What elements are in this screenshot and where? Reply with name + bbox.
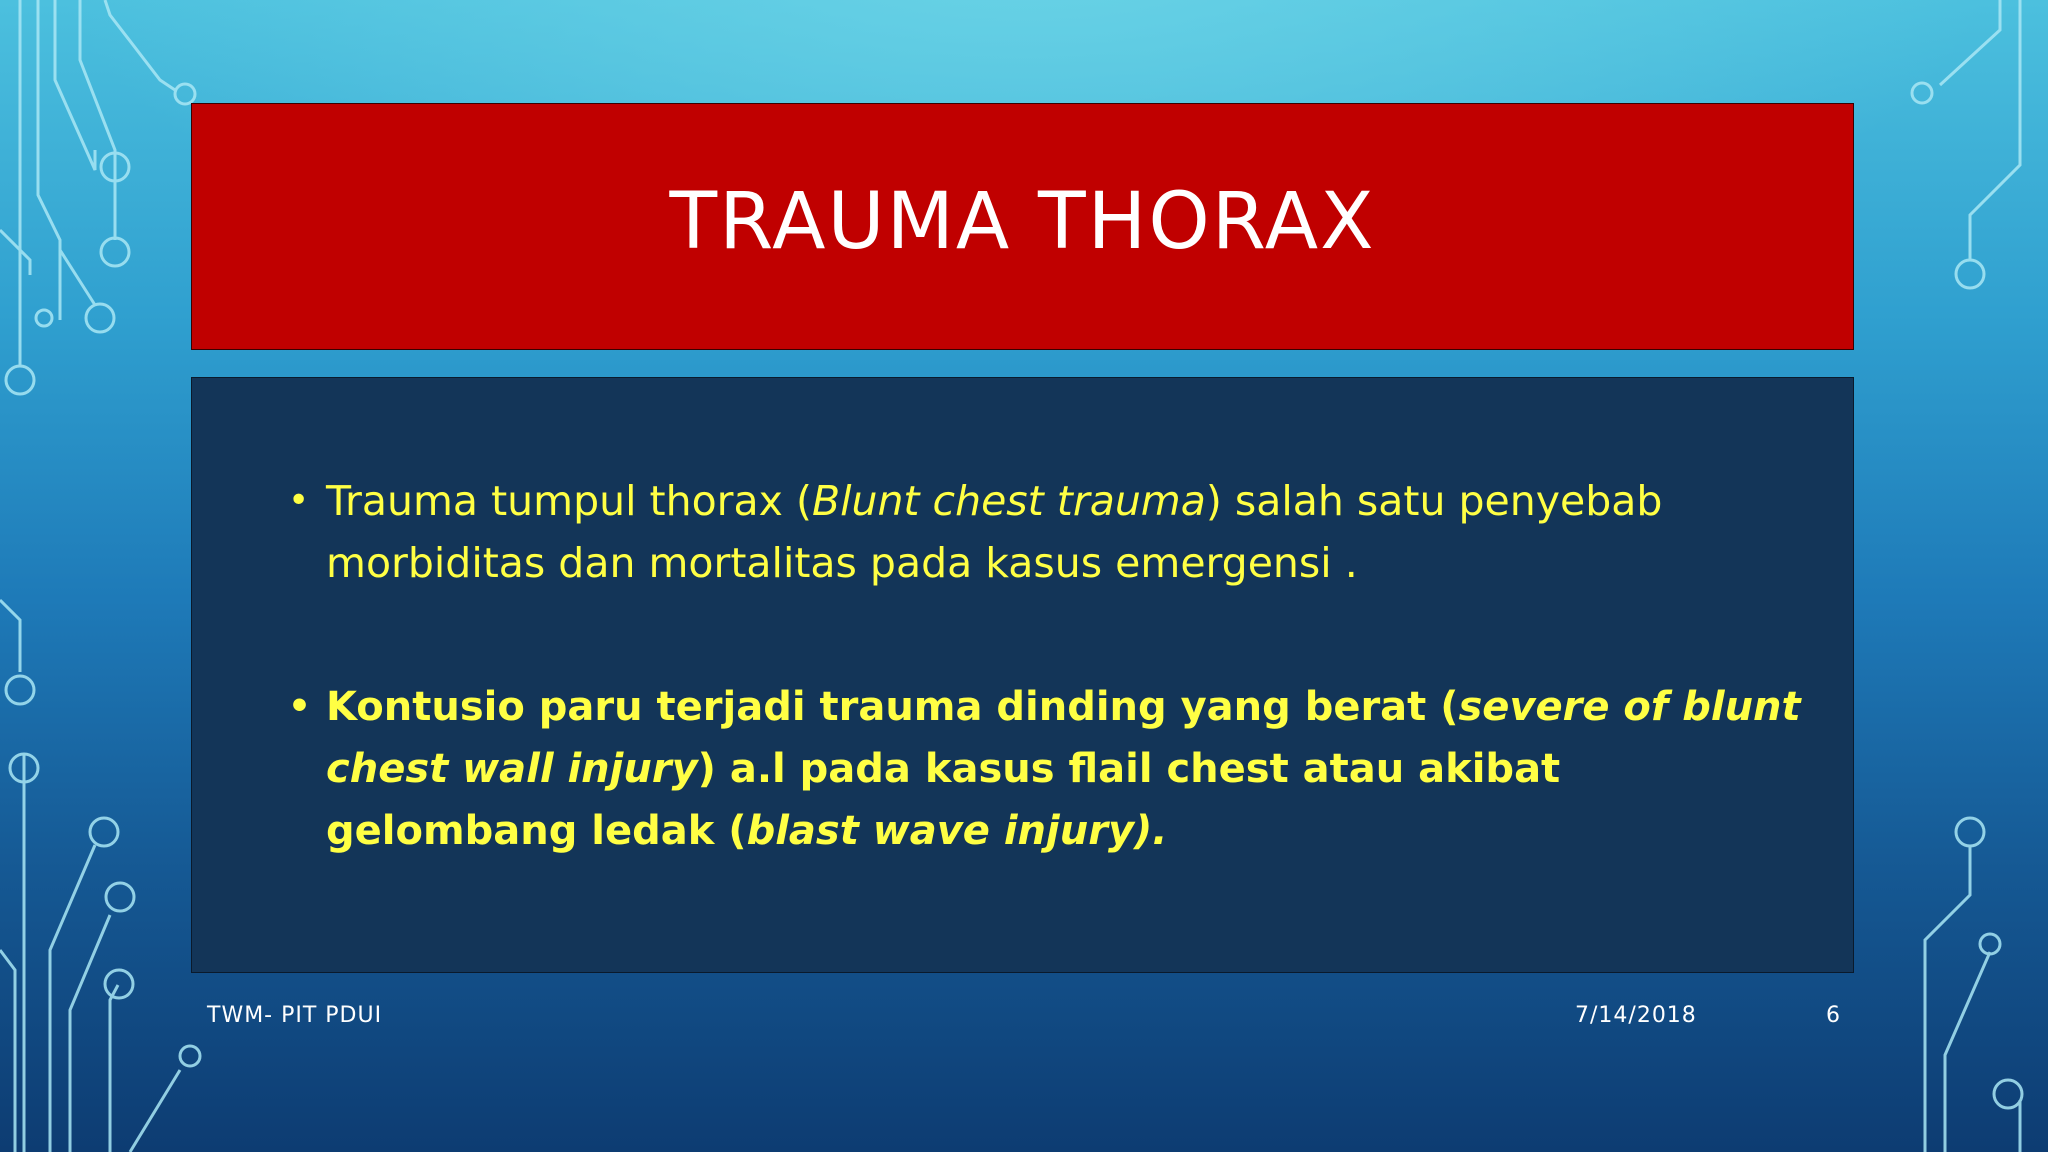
bullet-text-italic: Blunt chest trauma xyxy=(811,477,1206,525)
bullet-item xyxy=(288,676,1808,862)
bullet-text-italic: blast wave injury). xyxy=(746,808,1168,854)
bullet-marker: • xyxy=(288,480,310,521)
bullet-text-segment: Trauma tumpul thorax ( xyxy=(326,477,812,525)
bullet-text-segment: Kontusio paru terjadi trauma dinding yang berat ( xyxy=(326,684,1459,730)
slide-content-box xyxy=(191,377,1854,973)
footer-label: TWM- PIT PDUI xyxy=(207,1003,383,1028)
slide-title-box xyxy=(191,103,1854,350)
slide-title: TRAUMA THORAX xyxy=(669,176,1376,267)
bullet-text-segment: ) salah satu penyebab morbiditas dan mortalitas pada kasus emergensi . xyxy=(326,477,1663,587)
bullet-item xyxy=(288,470,1808,594)
bullet-marker: • xyxy=(288,686,312,727)
bullet-text-italic: severe of blunt chest wall injury xyxy=(326,684,1801,792)
bullet-text-segment: ) a.l pada kasus flail chest atau akibat gelombang ledak ( xyxy=(326,746,1561,854)
slide-number: 6 xyxy=(1826,1003,1841,1028)
footer-date: 7/14/2018 xyxy=(1575,1003,1697,1028)
